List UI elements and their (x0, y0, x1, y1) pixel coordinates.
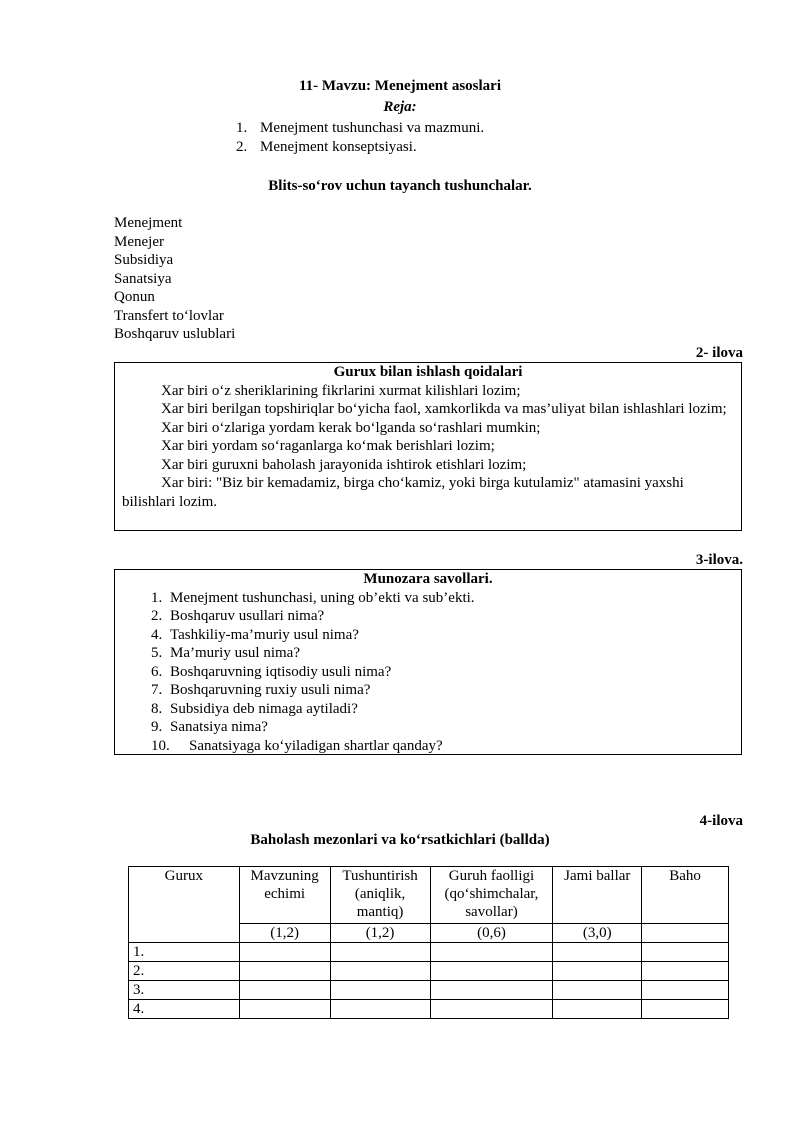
group-rules-title: Gurux bilan ishlash qoidalari (333, 364, 523, 380)
table-cell (430, 943, 553, 962)
table-cell (642, 981, 729, 1000)
plan-item (236, 119, 484, 138)
question-item (115, 644, 741, 663)
column-header: Guruh faolligi (qo‘shimchalar, savollar) (430, 867, 553, 924)
plan-item-text: Menejment tushunchasi va mazmuni. (260, 120, 485, 136)
column-header: Jami ballar (553, 867, 642, 924)
evaluation-table (128, 866, 729, 1019)
plan-item-number: 1. (236, 120, 248, 136)
discussion-questions-title: Munozara savollari. (363, 571, 493, 587)
question-item (115, 663, 741, 682)
table-row (129, 962, 729, 981)
points-cell: (1,2) (239, 924, 330, 943)
table-cell (553, 1000, 642, 1019)
points-cell: (3,0) (553, 924, 642, 943)
column-header: Mavzuning echimi (239, 867, 330, 924)
points-cell: (0,6) (430, 924, 553, 943)
plan-item-number: 2. (236, 138, 248, 155)
question-number: 2. (151, 608, 163, 624)
blits-heading: Blits-so‘rov uchun tayanch tushunchalar. (268, 178, 532, 194)
table-cell (553, 943, 642, 962)
table-row (129, 981, 729, 1000)
question-item (115, 681, 741, 700)
question-item (115, 626, 741, 645)
term-item: Menejer (114, 233, 164, 250)
plan-list (236, 119, 484, 156)
group-rule: Xar biri guruxni baholash jarayonida ishtirok etishlari lozim; (161, 456, 527, 473)
row-label: 4. (129, 1000, 240, 1019)
question-number: 5. (151, 645, 163, 661)
term-item: Qonun (114, 289, 155, 305)
group-rules-box (114, 362, 742, 531)
term-item: Subsidiya (114, 252, 174, 268)
group-rule: Xar biri berilgan topshiriqlar bo‘yicha faol, xamkorlikda va mas’uliyat bilan ishlashlari lozim; (161, 401, 727, 417)
question-text: Menejment tushunchasi, uning ob’ekti va sub’ekti. (170, 589, 475, 606)
question-text: Subsidiya deb nimaga aytiladi? (170, 700, 358, 717)
table-cell (239, 1000, 330, 1019)
question-number: 1. (151, 589, 163, 606)
question-text: Boshqaruv usullari nima? (170, 608, 325, 624)
question-number: 4. (151, 626, 163, 643)
table-cell (642, 962, 729, 981)
table-cell (642, 943, 729, 962)
table-row (129, 943, 729, 962)
column-header: Baho (642, 867, 729, 924)
discussion-questions-box (114, 569, 742, 755)
table-row (129, 1000, 729, 1019)
question-item (115, 718, 741, 737)
appendix-2-label: 2- ilova (695, 345, 743, 361)
group-rule: Xar biri yordam so‘raganlarga ko‘mak berishlari lozim; (161, 438, 495, 454)
question-item (115, 700, 741, 719)
question-number: 10. (151, 737, 170, 754)
table-cell (239, 981, 330, 1000)
question-item (115, 589, 741, 608)
term-item: Boshqaruv uslublari (114, 326, 236, 342)
question-number: 8. (151, 700, 163, 717)
table-cell (239, 962, 330, 981)
column-header: Tushuntirish (aniqlik, mantiq) (330, 867, 430, 924)
group-rule: Xar biri: "Biz bir kemadamiz, birga cho‘kamiz, yoki birga kutulamiz" atamasini yaxshi bilishlari lozim. (122, 475, 684, 510)
evaluation-heading: Baholash mezonlari va ko‘rsatkichlari (ballda) (250, 832, 550, 848)
question-number: 7. (151, 682, 163, 698)
appendix-3-label: 3-ilova. (695, 552, 743, 568)
appendix-4-label: 4-ilova (699, 813, 743, 829)
group-rule: Xar biri o‘zlariga yordam kerak bo‘lganda so‘rashlari mumkin; (161, 419, 541, 436)
column-header: Gurux (129, 867, 240, 943)
page-title: 11- Mavzu: Menejment asoslari (298, 78, 502, 94)
question-text: Sanatsiya nima? (170, 719, 268, 735)
term-item: Menejment (114, 215, 183, 231)
question-text: Ma’muriy usul nima? (170, 645, 300, 661)
plan-heading: Reja: (383, 99, 417, 115)
table-cell (239, 943, 330, 962)
question-text: Boshqaruvning iqtisodiy usuli nima? (170, 663, 392, 680)
table-header-row (129, 867, 729, 924)
question-text: Sanatsiyaga ko‘yiladigan shartlar qanday? (189, 737, 443, 754)
term-list (114, 214, 235, 344)
row-label: 3. (129, 981, 240, 1000)
table-cell (642, 1000, 729, 1019)
plan-item (236, 138, 484, 157)
question-text: Boshqaruvning ruxiy usuli nima? (170, 682, 371, 698)
table-cell (330, 962, 430, 981)
table-cell (553, 962, 642, 981)
row-label: 1. (129, 943, 240, 962)
plan-item-text: Menejment konseptsiyasi. (260, 138, 417, 155)
question-number: 9. (151, 719, 163, 735)
table-cell (430, 1000, 553, 1019)
question-number: 6. (151, 663, 163, 680)
table-cell (430, 981, 553, 1000)
row-label: 2. (129, 962, 240, 981)
question-item (115, 737, 741, 756)
table-cell (553, 981, 642, 1000)
table-cell (330, 981, 430, 1000)
term-item: Sanatsiya (114, 270, 172, 287)
table-cell (430, 962, 553, 981)
question-text: Tashkiliy-ma’muriy usul nima? (170, 626, 359, 643)
question-item (115, 607, 741, 626)
points-cell: (1,2) (330, 924, 430, 943)
group-rule: Xar biri o‘z sheriklarining fikrlarini xurmat kilishlari lozim; (161, 382, 521, 399)
table-cell (330, 943, 430, 962)
term-item: Transfert to‘lovlar (114, 307, 224, 324)
table-cell (330, 1000, 430, 1019)
points-cell (642, 924, 729, 943)
